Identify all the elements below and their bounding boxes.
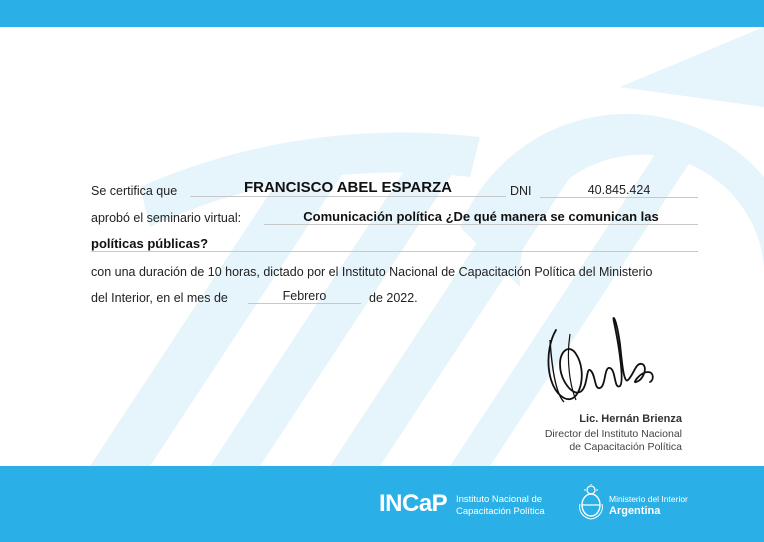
- dni-label: DNI: [510, 184, 532, 198]
- incap-logo: INCaP: [379, 490, 448, 517]
- recipient-name: FRANCISCO ABEL ESPARZA: [190, 179, 506, 197]
- certify-prefix: Se certifica que: [91, 184, 178, 198]
- ministry-line1: Ministerio del Interior: [609, 494, 688, 504]
- seminar-prefix: aprobó el seminario virtual:: [91, 211, 242, 225]
- signer-name: Lic. Hernán Brienza: [579, 413, 682, 425]
- seminar-title-line1: Comunicación política ¿De qué manera se comunican las: [264, 209, 698, 225]
- signature-icon: [530, 310, 680, 420]
- duration-text: con una duración de 10 horas, dictado por el Instituto Nacional de Capacitación Política del Ministerio: [91, 265, 653, 279]
- incap-name-line1: Instituto Nacional de: [456, 494, 543, 505]
- year-text: de 2022.: [369, 291, 418, 305]
- top-band: [0, 0, 764, 27]
- seminar-title-line2: políticas públicas?: [91, 236, 698, 252]
- ministry-line2: Argentina: [609, 505, 661, 517]
- coat-of-arms-icon: [578, 484, 604, 520]
- signer-role-line2: de Capacitación Política: [569, 441, 682, 453]
- month-prefix: del Interior, en el mes de: [91, 291, 228, 305]
- signer-role-line1: Director del Instituto Nacional: [544, 428, 682, 440]
- dni-value: 40.845.424: [540, 183, 698, 198]
- incap-name-line2: Capacitación Política: [456, 506, 545, 517]
- month-value: Febrero: [248, 289, 361, 304]
